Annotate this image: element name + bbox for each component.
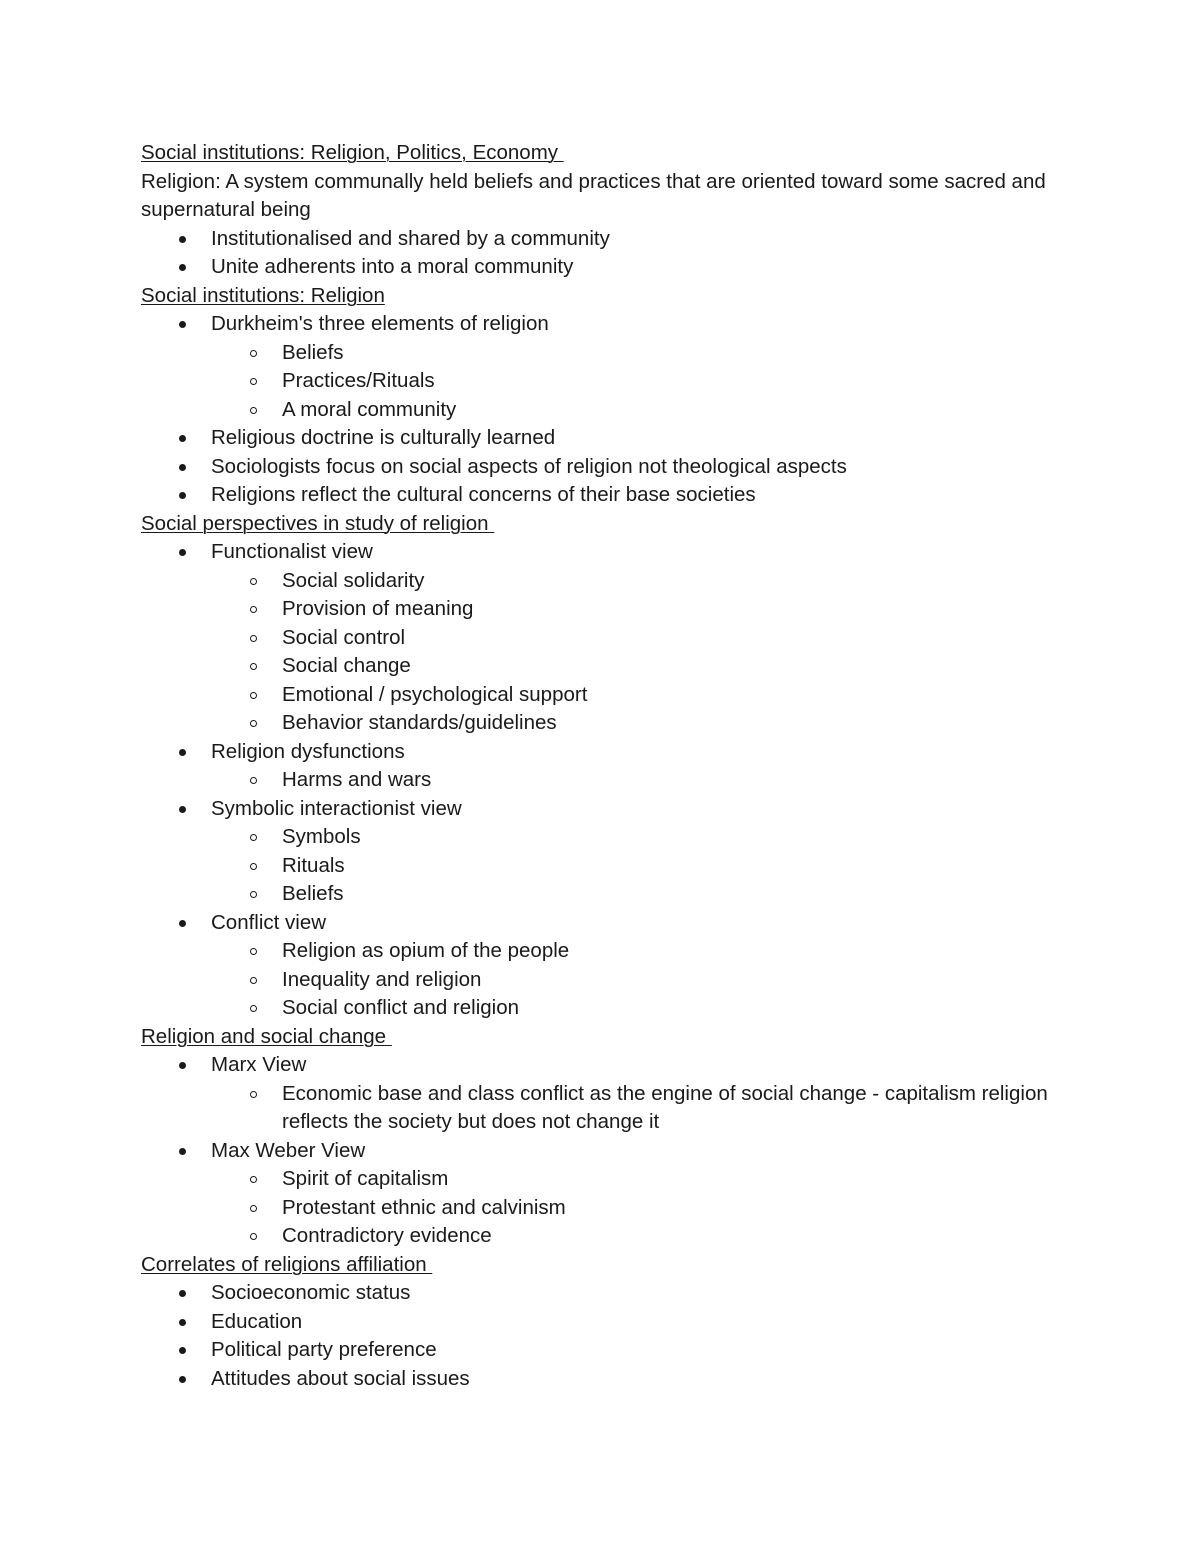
sub-list-item xyxy=(282,823,1061,852)
hollow-bullet-icon xyxy=(250,350,257,357)
list-item-text: Durkheim's three elements of religion xyxy=(211,312,549,335)
list-item-text: Political party preference xyxy=(211,1338,437,1361)
bullet-icon xyxy=(179,264,186,271)
hollow-bullet-icon xyxy=(250,606,257,613)
sub-list-item-text: Symbols xyxy=(282,825,361,848)
sub-list-item xyxy=(282,709,1061,738)
list-item xyxy=(211,1365,1061,1394)
list-item-text: Conflict view xyxy=(211,910,327,934)
sub-list-item xyxy=(282,937,1061,966)
bullet-icon xyxy=(179,435,186,442)
bullet-icon xyxy=(179,1319,186,1326)
sub-list-item xyxy=(282,766,1061,795)
list-item xyxy=(211,538,1061,738)
hollow-bullet-icon xyxy=(250,407,257,414)
hollow-bullet-icon xyxy=(250,777,257,784)
list-item xyxy=(211,225,1061,254)
sub-list-item-text: Religion as opium of the people xyxy=(282,939,570,962)
bullet-icon xyxy=(179,806,186,813)
sub-bullet-list xyxy=(211,567,1061,738)
hollow-bullet-icon xyxy=(250,1205,257,1212)
sub-list-item-text: Economic base and class conflict as the engine of social change - capitalism religion reflects the society but does not change it xyxy=(282,1081,1048,1133)
bullet-list xyxy=(141,1279,1061,1393)
sub-list-item xyxy=(282,396,1061,425)
list-item xyxy=(211,1308,1061,1337)
list-item xyxy=(211,481,1061,510)
sub-bullet-list xyxy=(211,823,1061,909)
sub-list-item-text: Social control xyxy=(282,625,406,649)
bullet-icon xyxy=(179,236,186,243)
sub-bullet-list xyxy=(211,1080,1061,1137)
hollow-bullet-icon xyxy=(250,635,257,642)
sub-list-item-text: Contradictory evidence xyxy=(282,1224,492,1247)
hollow-bullet-icon xyxy=(250,948,257,955)
sub-list-item-text: Beliefs xyxy=(282,882,344,905)
hollow-bullet-icon xyxy=(250,977,257,984)
hollow-bullet-icon xyxy=(250,663,257,670)
hollow-bullet-icon xyxy=(250,578,257,585)
hollow-bullet-icon xyxy=(250,834,257,841)
bullet-icon xyxy=(179,321,186,328)
list-item xyxy=(211,909,1061,1023)
list-item xyxy=(211,453,1061,482)
sub-list-item-text: Social solidarity xyxy=(282,568,425,592)
sub-list-item xyxy=(282,681,1061,710)
section-heading: Correlates of religions affiliation xyxy=(141,1252,433,1276)
list-item-text: Religious doctrine is culturally learned xyxy=(211,426,556,449)
sub-bullet-list xyxy=(211,766,1061,795)
document-page xyxy=(141,139,1061,1393)
list-item xyxy=(211,795,1061,909)
hollow-bullet-icon xyxy=(250,378,257,385)
section-heading: Social institutions: Religion, Politics, Economy xyxy=(141,141,564,164)
sub-list-item xyxy=(282,595,1061,624)
sub-list-item xyxy=(282,1165,1061,1194)
hollow-bullet-icon xyxy=(250,1176,257,1183)
section-paragraph: Religion: A system communally held beliefs and practices that are oriented toward some sacred and supernatural being xyxy=(141,169,1046,221)
sub-list-item-text: Protestant ethnic and calvinism xyxy=(282,1195,566,1219)
bullet-list xyxy=(141,310,1061,510)
sub-list-item-text: Emotional / psychological support xyxy=(282,682,588,706)
sub-list-item-text: Provision of meaning xyxy=(282,597,474,620)
list-item xyxy=(211,1279,1061,1308)
bullet-icon xyxy=(179,1347,186,1354)
hollow-bullet-icon xyxy=(250,720,257,727)
list-item xyxy=(211,1137,1061,1251)
sub-bullet-list xyxy=(211,339,1061,425)
sub-list-item-text: Inequality and religion xyxy=(282,967,482,991)
hollow-bullet-icon xyxy=(250,891,257,898)
list-item xyxy=(211,424,1061,453)
list-item-text: Functionalist view xyxy=(211,540,373,563)
list-item xyxy=(211,1336,1061,1365)
sub-list-item xyxy=(282,966,1061,995)
bullet-icon xyxy=(179,1376,186,1383)
sub-list-item-text: Social conflict and religion xyxy=(282,996,520,1019)
sub-list-item xyxy=(282,624,1061,653)
list-item-text: Socioeconomic status xyxy=(211,1281,411,1304)
bullet-list xyxy=(141,225,1061,282)
bullet-icon xyxy=(179,1148,186,1155)
bullet-icon xyxy=(179,1290,186,1297)
list-item-text: Religion dysfunctions xyxy=(211,739,405,763)
bullet-icon xyxy=(179,920,186,927)
list-item xyxy=(211,310,1061,424)
bullet-icon xyxy=(179,464,186,471)
bullet-list xyxy=(141,538,1061,1023)
bullet-icon xyxy=(179,749,186,756)
section-heading: Religion and social change xyxy=(141,1024,392,1048)
list-item-text: Unite adherents into a moral community xyxy=(211,255,574,278)
hollow-bullet-icon xyxy=(250,1233,257,1240)
hollow-bullet-icon xyxy=(250,863,257,870)
sub-list-item xyxy=(282,1080,1061,1137)
sub-list-item xyxy=(282,880,1061,909)
list-item-text: Marx View xyxy=(211,1053,307,1076)
sub-list-item xyxy=(282,567,1061,596)
bullet-icon xyxy=(179,492,186,499)
sub-list-item xyxy=(282,1194,1061,1223)
sub-bullet-list xyxy=(211,1165,1061,1251)
sub-list-item xyxy=(282,1222,1061,1251)
bullet-icon xyxy=(179,1062,186,1069)
list-item-text: Sociologists focus on social aspects of religion not theological aspects xyxy=(211,454,847,478)
hollow-bullet-icon xyxy=(250,1005,257,1012)
hollow-bullet-icon xyxy=(250,692,257,699)
sub-list-item xyxy=(282,994,1061,1023)
sub-list-item-text: Social change xyxy=(282,654,411,677)
sub-list-item-text: Rituals xyxy=(282,853,345,877)
list-item-text: Symbolic interactionist view xyxy=(211,796,462,820)
sub-bullet-list xyxy=(211,937,1061,1023)
bullet-list xyxy=(141,1051,1061,1251)
sub-list-item xyxy=(282,652,1061,681)
section-heading: Social perspectives in study of religion xyxy=(141,511,495,535)
sub-list-item-text: Harms and wars xyxy=(282,768,432,791)
sub-list-item xyxy=(282,852,1061,881)
sub-list-item-text: Behavior standards/guidelines xyxy=(282,711,557,734)
sub-list-item-text: A moral community xyxy=(282,397,457,421)
list-item-text: Institutionalised and shared by a community xyxy=(211,226,610,250)
bullet-icon xyxy=(179,549,186,556)
sub-list-item xyxy=(282,367,1061,396)
list-item-text: Education xyxy=(211,1309,303,1333)
sub-list-item-text: Practices/Rituals xyxy=(282,369,435,392)
sub-list-item-text: Spirit of capitalism xyxy=(282,1167,449,1190)
list-item-text: Religions reflect the cultural concerns of their base societies xyxy=(211,483,756,506)
list-item xyxy=(211,253,1061,282)
sub-list-item xyxy=(282,339,1061,368)
list-item xyxy=(211,738,1061,795)
list-item-text: Attitudes about social issues xyxy=(211,1366,470,1390)
list-item-text: Max Weber View xyxy=(211,1138,366,1162)
list-item xyxy=(211,1051,1061,1137)
hollow-bullet-icon xyxy=(250,1091,257,1098)
sub-list-item-text: Beliefs xyxy=(282,340,344,364)
section-heading: Social institutions: Religion xyxy=(141,283,385,307)
